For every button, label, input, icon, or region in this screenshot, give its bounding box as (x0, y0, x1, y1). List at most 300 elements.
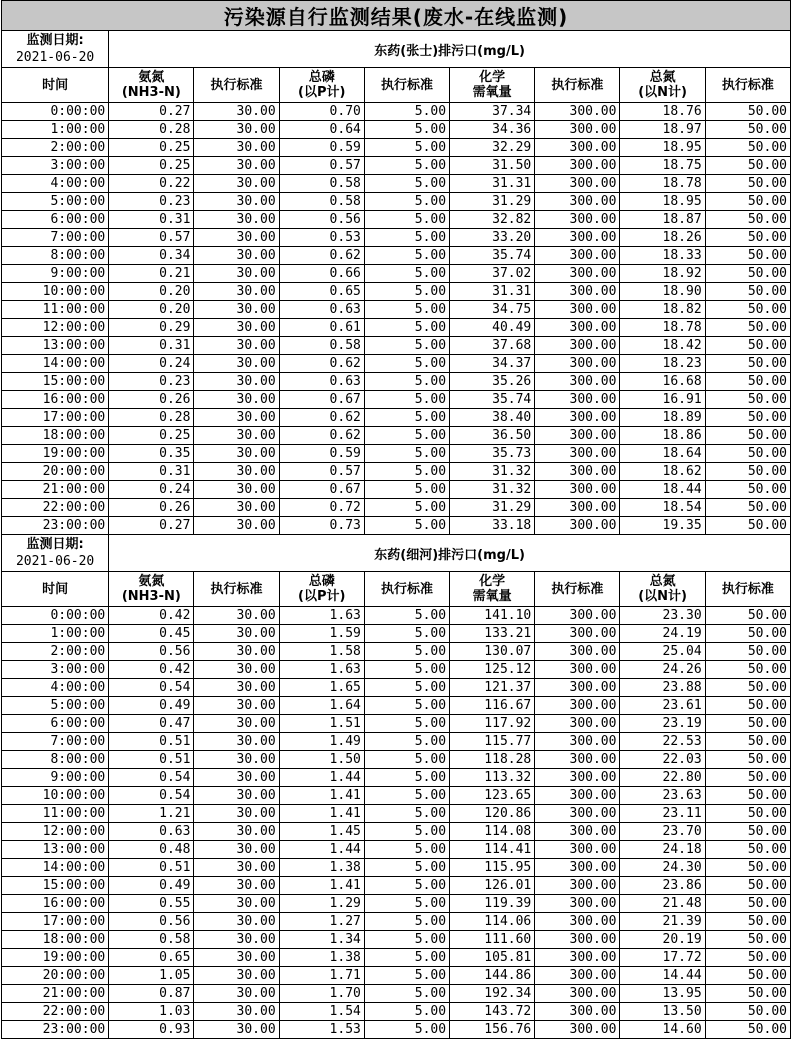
value-cell: 30.00 (194, 769, 279, 787)
value-cell: 300.00 (535, 445, 620, 463)
value-cell: 50.00 (705, 949, 790, 967)
value-cell: 32.82 (450, 211, 535, 229)
value-cell: 50.00 (705, 877, 790, 895)
column-header-label: 总磷 (308, 70, 335, 85)
value-cell: 1.45 (279, 823, 364, 841)
table-row (2, 931, 791, 949)
value-cell: 0.26 (109, 391, 194, 409)
value-cell: 0.49 (109, 877, 194, 895)
value-cell: 0.65 (109, 949, 194, 967)
value-cell: 14.44 (620, 967, 705, 985)
monitoring-date-cell (2, 535, 109, 572)
value-cell: 0.29 (109, 319, 194, 337)
table-row (2, 859, 791, 877)
monitoring-date-cell (2, 31, 109, 68)
value-cell: 300.00 (535, 283, 620, 301)
table-row (2, 715, 791, 733)
value-cell: 50.00 (705, 751, 790, 769)
value-cell: 300.00 (535, 967, 620, 985)
value-cell: 300.00 (535, 211, 620, 229)
column-header (535, 572, 620, 607)
value-cell: 300.00 (535, 913, 620, 931)
value-cell: 5.00 (364, 607, 449, 625)
table-row (2, 247, 791, 265)
value-cell: 18.33 (620, 247, 705, 265)
value-cell: 0.20 (109, 301, 194, 319)
column-header-label: 执行标准 (380, 581, 433, 597)
table-row (2, 643, 791, 661)
value-cell: 30.00 (194, 517, 279, 535)
value-cell: 18.95 (620, 139, 705, 157)
value-cell: 30.00 (194, 823, 279, 841)
value-cell: 30.00 (194, 499, 279, 517)
value-cell: 1.29 (279, 895, 364, 913)
value-cell: 300.00 (535, 463, 620, 481)
value-cell: 30.00 (194, 841, 279, 859)
column-header-label: 氨氮 (138, 70, 165, 85)
value-cell: 25.04 (620, 643, 705, 661)
value-cell: 120.86 (450, 805, 535, 823)
value-cell: 1.70 (279, 985, 364, 1003)
value-cell: 18.89 (620, 409, 705, 427)
column-header-label: 总磷 (308, 574, 335, 589)
value-cell: 18.97 (620, 121, 705, 139)
value-cell: 50.00 (705, 859, 790, 877)
monitoring-date-label: 监测日期: (26, 537, 84, 552)
value-cell: 5.00 (364, 1021, 449, 1039)
time-cell: 5:00:00 (2, 193, 109, 211)
time-cell: 0:00:00 (2, 103, 109, 121)
value-cell: 144.86 (450, 967, 535, 985)
table-row (2, 481, 791, 499)
value-cell: 50.00 (705, 661, 790, 679)
column-header-sublabel: (以P计) (298, 85, 346, 100)
monitoring-table (1, 0, 791, 1039)
value-cell: 13.50 (620, 1003, 705, 1021)
value-cell: 18.87 (620, 211, 705, 229)
table-row (2, 733, 791, 751)
value-cell: 50.00 (705, 319, 790, 337)
table-row (2, 877, 791, 895)
value-cell: 33.18 (450, 517, 535, 535)
value-cell: 37.68 (450, 337, 535, 355)
value-cell: 300.00 (535, 679, 620, 697)
value-cell: 30.00 (194, 355, 279, 373)
time-cell: 4:00:00 (2, 175, 109, 193)
value-cell: 123.65 (450, 787, 535, 805)
column-header (450, 68, 535, 103)
value-cell: 1.21 (109, 805, 194, 823)
time-cell: 19:00:00 (2, 445, 109, 463)
value-cell: 5.00 (364, 715, 449, 733)
table-row (2, 697, 791, 715)
value-cell: 18.23 (620, 355, 705, 373)
value-cell: 30.00 (194, 859, 279, 877)
value-cell: 50.00 (705, 139, 790, 157)
table-row (2, 139, 791, 157)
table-row (2, 895, 791, 913)
value-cell: 0.54 (109, 787, 194, 805)
time-cell: 9:00:00 (2, 265, 109, 283)
value-cell: 5.00 (364, 193, 449, 211)
time-cell: 7:00:00 (2, 733, 109, 751)
value-cell: 23.88 (620, 679, 705, 697)
value-cell: 30.00 (194, 913, 279, 931)
value-cell: 18.78 (620, 175, 705, 193)
value-cell: 1.03 (109, 1003, 194, 1021)
value-cell: 0.62 (279, 247, 364, 265)
value-cell: 38.40 (450, 409, 535, 427)
report-title: 污染源自行监测结果(废水-在线监测) (2, 1, 791, 31)
value-cell: 30.00 (194, 157, 279, 175)
table-row (2, 463, 791, 481)
time-cell: 3:00:00 (2, 157, 109, 175)
value-cell: 0.31 (109, 211, 194, 229)
value-cell: 116.67 (450, 697, 535, 715)
value-cell: 300.00 (535, 805, 620, 823)
value-cell: 125.12 (450, 661, 535, 679)
value-cell: 30.00 (194, 751, 279, 769)
table-row (2, 121, 791, 139)
value-cell: 16.91 (620, 391, 705, 409)
value-cell: 156.76 (450, 1021, 535, 1039)
value-cell: 23.19 (620, 715, 705, 733)
value-cell: 1.38 (279, 949, 364, 967)
value-cell: 5.00 (364, 931, 449, 949)
table-row (2, 265, 791, 283)
value-cell: 0.48 (109, 841, 194, 859)
value-cell: 300.00 (535, 643, 620, 661)
value-cell: 0.64 (279, 121, 364, 139)
column-header-label: 总氮 (649, 70, 676, 85)
value-cell: 30.00 (194, 139, 279, 157)
value-cell: 0.58 (279, 175, 364, 193)
table-row (2, 787, 791, 805)
value-cell: 5.00 (364, 967, 449, 985)
value-cell: 0.28 (109, 409, 194, 427)
value-cell: 114.08 (450, 823, 535, 841)
value-cell: 300.00 (535, 841, 620, 859)
value-cell: 133.21 (450, 625, 535, 643)
value-cell: 0.66 (279, 265, 364, 283)
value-cell: 5.00 (364, 265, 449, 283)
column-header-sublabel: 需氧量 (472, 85, 512, 100)
value-cell: 119.39 (450, 895, 535, 913)
value-cell: 5.00 (364, 913, 449, 931)
value-cell: 30.00 (194, 211, 279, 229)
value-cell: 300.00 (535, 877, 620, 895)
value-cell: 23.11 (620, 805, 705, 823)
table-row (2, 517, 791, 535)
table-row (2, 1021, 791, 1039)
value-cell: 118.28 (450, 751, 535, 769)
value-cell: 30.00 (194, 337, 279, 355)
monitoring-date-label: 监测日期: (26, 33, 84, 48)
time-cell: 13:00:00 (2, 841, 109, 859)
value-cell: 50.00 (705, 283, 790, 301)
value-cell: 5.00 (364, 391, 449, 409)
value-cell: 0.59 (279, 445, 364, 463)
value-cell: 0.24 (109, 355, 194, 373)
value-cell: 5.00 (364, 103, 449, 121)
value-cell: 5.00 (364, 805, 449, 823)
column-header (620, 68, 705, 103)
value-cell: 30.00 (194, 679, 279, 697)
value-cell: 0.63 (109, 823, 194, 841)
value-cell: 30.00 (194, 445, 279, 463)
station-name: 东药(张士)排污口(mg/L) (109, 31, 791, 68)
value-cell: 50.00 (705, 1003, 790, 1021)
value-cell: 0.22 (109, 175, 194, 193)
value-cell: 30.00 (194, 247, 279, 265)
column-header-sublabel: (NH3-N) (121, 589, 181, 604)
value-cell: 18.78 (620, 319, 705, 337)
value-cell: 5.00 (364, 139, 449, 157)
value-cell: 300.00 (535, 337, 620, 355)
value-cell: 19.35 (620, 517, 705, 535)
value-cell: 30.00 (194, 373, 279, 391)
value-cell: 5.00 (364, 517, 449, 535)
value-cell: 18.75 (620, 157, 705, 175)
value-cell: 114.06 (450, 913, 535, 931)
value-cell: 0.67 (279, 481, 364, 499)
value-cell: 17.72 (620, 949, 705, 967)
value-cell: 33.20 (450, 229, 535, 247)
column-header (2, 572, 109, 607)
value-cell: 32.29 (450, 139, 535, 157)
value-cell: 5.00 (364, 949, 449, 967)
value-cell: 5.00 (364, 859, 449, 877)
table-row (2, 499, 791, 517)
value-cell: 0.55 (109, 895, 194, 913)
table-row (2, 949, 791, 967)
value-cell: 5.00 (364, 373, 449, 391)
value-cell: 5.00 (364, 481, 449, 499)
time-cell: 20:00:00 (2, 463, 109, 481)
value-cell: 0.42 (109, 607, 194, 625)
value-cell: 5.00 (364, 1003, 449, 1021)
value-cell: 50.00 (705, 427, 790, 445)
station-name: 东药(细河)排污口(mg/L) (109, 535, 791, 572)
value-cell: 50.00 (705, 733, 790, 751)
value-cell: 30.00 (194, 463, 279, 481)
monitoring-date-value: 2021-06-20 (15, 50, 95, 65)
value-cell: 300.00 (535, 409, 620, 427)
table-row (2, 841, 791, 859)
value-cell: 18.90 (620, 283, 705, 301)
value-cell: 50.00 (705, 175, 790, 193)
value-cell: 143.72 (450, 1003, 535, 1021)
value-cell: 300.00 (535, 319, 620, 337)
table-row (2, 229, 791, 247)
value-cell: 111.60 (450, 931, 535, 949)
value-cell: 141.10 (450, 607, 535, 625)
time-cell: 8:00:00 (2, 247, 109, 265)
table-row (2, 409, 791, 427)
value-cell: 1.51 (279, 715, 364, 733)
value-cell: 30.00 (194, 1003, 279, 1021)
value-cell: 50.00 (705, 409, 790, 427)
value-cell: 114.41 (450, 841, 535, 859)
time-cell: 23:00:00 (2, 517, 109, 535)
value-cell: 0.57 (279, 157, 364, 175)
column-header (364, 68, 449, 103)
value-cell: 30.00 (194, 715, 279, 733)
value-cell: 0.53 (279, 229, 364, 247)
value-cell: 24.26 (620, 661, 705, 679)
value-cell: 126.01 (450, 877, 535, 895)
table-row (2, 103, 791, 121)
value-cell: 50.00 (705, 265, 790, 283)
value-cell: 105.81 (450, 949, 535, 967)
value-cell: 300.00 (535, 931, 620, 949)
value-cell: 0.28 (109, 121, 194, 139)
value-cell: 37.02 (450, 265, 535, 283)
value-cell: 5.00 (364, 247, 449, 265)
value-cell: 300.00 (535, 1021, 620, 1039)
value-cell: 23.70 (620, 823, 705, 841)
value-cell: 18.26 (620, 229, 705, 247)
value-cell: 18.54 (620, 499, 705, 517)
time-cell: 15:00:00 (2, 373, 109, 391)
time-cell: 11:00:00 (2, 301, 109, 319)
value-cell: 0.24 (109, 481, 194, 499)
time-cell: 14:00:00 (2, 355, 109, 373)
value-cell: 5.00 (364, 283, 449, 301)
time-cell: 2:00:00 (2, 139, 109, 157)
value-cell: 0.51 (109, 733, 194, 751)
value-cell: 115.77 (450, 733, 535, 751)
value-cell: 0.21 (109, 265, 194, 283)
value-cell: 0.31 (109, 337, 194, 355)
time-cell: 17:00:00 (2, 913, 109, 931)
time-cell: 17:00:00 (2, 409, 109, 427)
value-cell: 300.00 (535, 1003, 620, 1021)
value-cell: 30.00 (194, 985, 279, 1003)
value-cell: 0.73 (279, 517, 364, 535)
value-cell: 121.37 (450, 679, 535, 697)
column-header (194, 68, 279, 103)
value-cell: 1.27 (279, 913, 364, 931)
value-cell: 300.00 (535, 265, 620, 283)
value-cell: 22.80 (620, 769, 705, 787)
value-cell: 0.25 (109, 427, 194, 445)
value-cell: 40.49 (450, 319, 535, 337)
value-cell: 115.95 (450, 859, 535, 877)
time-cell: 18:00:00 (2, 427, 109, 445)
value-cell: 50.00 (705, 643, 790, 661)
value-cell: 50.00 (705, 895, 790, 913)
value-cell: 300.00 (535, 769, 620, 787)
time-cell: 14:00:00 (2, 859, 109, 877)
value-cell: 5.00 (364, 733, 449, 751)
time-cell: 20:00:00 (2, 967, 109, 985)
table-row (2, 805, 791, 823)
value-cell: 300.00 (535, 895, 620, 913)
value-cell: 50.00 (705, 607, 790, 625)
value-cell: 0.54 (109, 679, 194, 697)
value-cell: 5.00 (364, 211, 449, 229)
value-cell: 1.49 (279, 733, 364, 751)
time-cell: 13:00:00 (2, 337, 109, 355)
column-header (279, 68, 364, 103)
time-cell: 16:00:00 (2, 391, 109, 409)
value-cell: 30.00 (194, 229, 279, 247)
value-cell: 50.00 (705, 805, 790, 823)
value-cell: 30.00 (194, 643, 279, 661)
value-cell: 5.00 (364, 823, 449, 841)
value-cell: 0.42 (109, 661, 194, 679)
table-row (2, 157, 791, 175)
value-cell: 0.51 (109, 859, 194, 877)
value-cell: 0.23 (109, 193, 194, 211)
time-cell: 1:00:00 (2, 625, 109, 643)
value-cell: 300.00 (535, 391, 620, 409)
value-cell: 34.37 (450, 355, 535, 373)
value-cell: 50.00 (705, 103, 790, 121)
table-row (2, 913, 791, 931)
time-cell: 22:00:00 (2, 499, 109, 517)
column-header (2, 68, 109, 103)
value-cell: 5.00 (364, 679, 449, 697)
value-cell: 1.50 (279, 751, 364, 769)
value-cell: 30.00 (194, 931, 279, 949)
column-header-row (2, 68, 791, 103)
value-cell: 23.30 (620, 607, 705, 625)
column-header (279, 572, 364, 607)
value-cell: 5.00 (364, 625, 449, 643)
value-cell: 1.54 (279, 1003, 364, 1021)
value-cell: 300.00 (535, 193, 620, 211)
time-cell: 6:00:00 (2, 715, 109, 733)
column-header-label: 化学 (479, 70, 506, 85)
value-cell: 5.00 (364, 229, 449, 247)
value-cell: 130.07 (450, 643, 535, 661)
column-header-label: 时间 (42, 77, 69, 93)
value-cell: 0.59 (279, 139, 364, 157)
monitoring-date-value: 2021-06-20 (15, 554, 95, 569)
value-cell: 300.00 (535, 751, 620, 769)
value-cell: 0.51 (109, 751, 194, 769)
value-cell: 0.67 (279, 391, 364, 409)
column-header-label: 执行标准 (380, 77, 433, 93)
column-header-label: 执行标准 (551, 581, 604, 597)
value-cell: 1.41 (279, 805, 364, 823)
value-cell: 50.00 (705, 193, 790, 211)
value-cell: 113.32 (450, 769, 535, 787)
value-cell: 300.00 (535, 121, 620, 139)
value-cell: 50.00 (705, 931, 790, 949)
value-cell: 35.73 (450, 445, 535, 463)
value-cell: 18.44 (620, 481, 705, 499)
value-cell: 0.45 (109, 625, 194, 643)
value-cell: 50.00 (705, 355, 790, 373)
column-header-label: 化学 (479, 574, 506, 589)
value-cell: 5.00 (364, 769, 449, 787)
value-cell: 1.63 (279, 607, 364, 625)
value-cell: 30.00 (194, 193, 279, 211)
time-cell: 18:00:00 (2, 931, 109, 949)
value-cell: 18.92 (620, 265, 705, 283)
value-cell: 18.95 (620, 193, 705, 211)
value-cell: 5.00 (364, 787, 449, 805)
value-cell: 1.63 (279, 661, 364, 679)
time-cell: 7:00:00 (2, 229, 109, 247)
value-cell: 30.00 (194, 697, 279, 715)
value-cell: 30.00 (194, 265, 279, 283)
value-cell: 50.00 (705, 481, 790, 499)
value-cell: 0.93 (109, 1021, 194, 1039)
